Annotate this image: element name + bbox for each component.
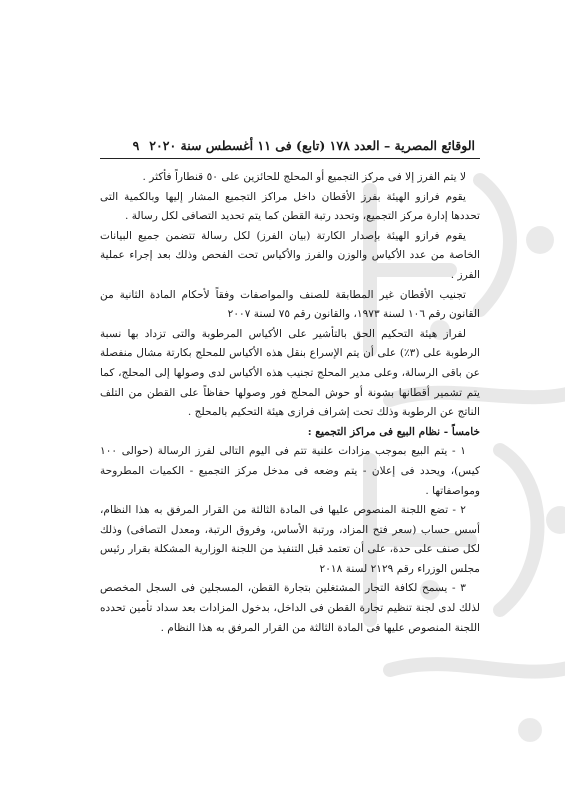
- paragraph: ٣ - يسمح لكافة التجار المشتغلين بتجارة القطن، المسجلين فى السجل المخصص لذلك لدى لجنة تنظيم تجارة القطن فى الداخل، بدخول المزادات بعد سداد تأمين تحدده اللجنة المنصوص عليها فى المادة الثالثة من القرار المرفق به هذا النظام .: [100, 582, 480, 634]
- header-title: الوقائع المصرية – العدد ١٧٨ (تابع) فى ١١ أغسطس سنة ٢٠٢٠: [149, 138, 475, 153]
- header-rule: [100, 158, 480, 159]
- paragraph: يقوم فرازو الهيئة بفرز الأقطان داخل مراكز التجميع المشار إليها وبالكمية التى تحددها إدارة مركز التجميع، وتحدد رتبة القطن كما يتم تحديد التصافى لكل رسالة .: [100, 190, 480, 223]
- page-header: [105, 138, 475, 153]
- paragraph: ٢ - تضع اللجنة المنصوص عليها فى المادة الثالثة من القرار المرفق به هذا النظام، أسس حساب (سعر فتح المزاد، ورتبة الأساس، وفروق الرتبة، ومعدل التصافى) وذلك لكل صنف على حدة، على أن تعتمد قبل التنفيذ من اللجنة الوزارية المشكلة بقرار رئيس مجلس الوزراء رقم ٢١٢٩ لسنة ٢٠١٨: [100, 504, 480, 575]
- document-body: [100, 168, 480, 638]
- paragraph: لفراز هيئة التحكيم الحق بالتأشير على الأكياس المرطوبة والتى تزداد بها نسبة الرطوبة على (٣٪) على أن يتم الإسراع بنقل هذه الأكياس للمحلج بكارتة مشال منفصلة عن باقى الرسالة، وعلى مدير المحلج تجنيب هذه الأكياس لدى وصولها إلى المحلج، كما يتم تشمير أقطانها بشونة أو حوش المحلج فور وصولها حفاظاً على القطن من التلف الناتج عن الرطوبة وذلك تحت إشراف فرازى هيئة التحكيم بالمحلج .: [100, 327, 480, 419]
- section-heading: خامساً - نظام البيع فى مراكز التجميع :: [307, 425, 480, 438]
- paragraph: يقوم فرازو الهيئة بإصدار الكارتة (بيان الفرز) لكل رسالة تتضمن جميع البيانات الخاصة من عدد الأكياس والوزن والفرز والأكياس تحت الفحص وذلك بعد إجراء عملية الفرز .: [100, 229, 480, 281]
- page-number: ٩: [132, 138, 140, 153]
- paragraph: تجنيب الأقطان غير المطابقة للصنف والمواصفات وفقاً لأحكام المادة الثانية من القانون رقم ١٠٦ لسنة ١٩٧٣، والقانون رقم ٧٥ لسنة ٢٠٠٧: [100, 288, 480, 321]
- paragraph: ١ - يتم البيع بموجب مزادات علنية تتم فى اليوم التالى لفرز الرسالة (حوالى ١٠٠ كيس)، ويحدد فى إعلان - يتم وضعه فى مدخل مركز التجميع - الكميات المطروحة ومواصفاتها .: [100, 445, 480, 497]
- paragraph: لا يتم الفرز إلا فى مركز التجميع أو المحلج للحائزين على ٥٠ قنطاراً فأكثر .: [142, 171, 466, 183]
